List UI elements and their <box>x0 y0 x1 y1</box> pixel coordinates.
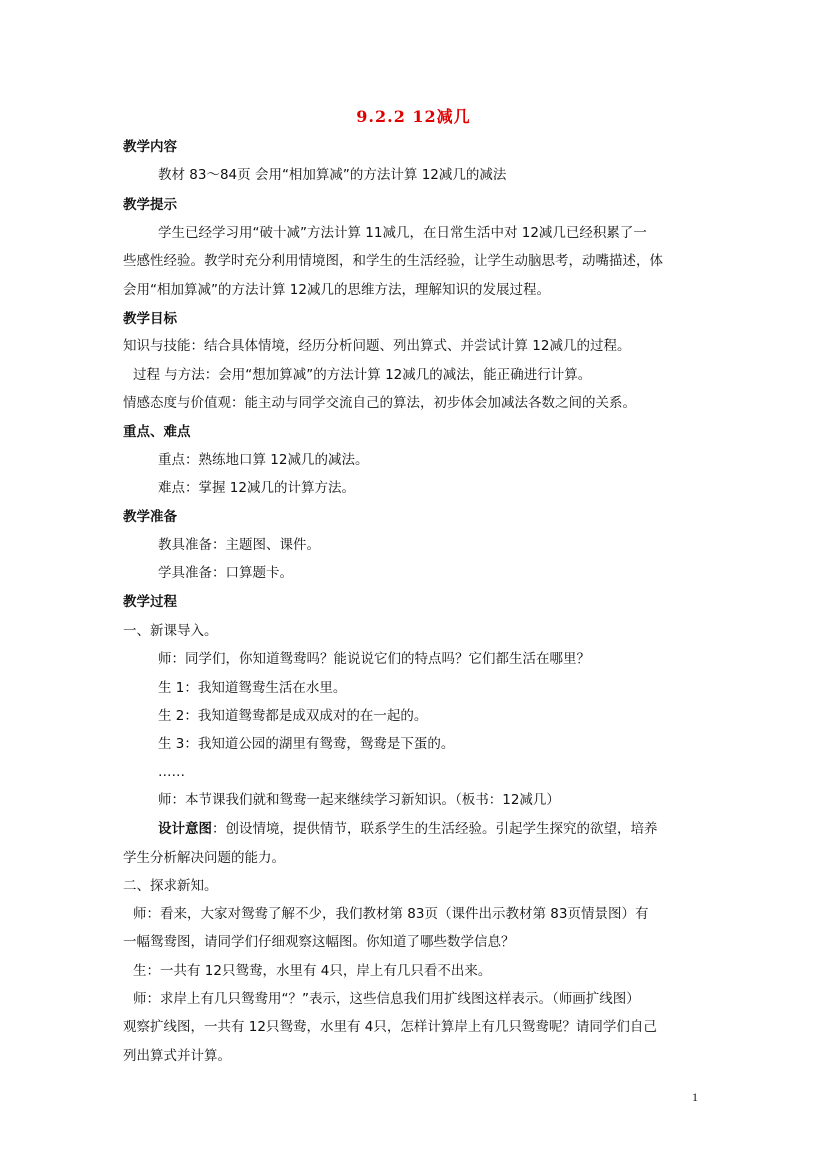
step-1: 一、新课导入。 <box>123 623 218 639</box>
step-2: 二、探求新知。 <box>123 878 218 894</box>
page-number: 1 <box>692 1090 698 1104</box>
tips-line-3: 会用“相加算减”的方法计算 12减几的思维方法，理解知识的发展过程。 <box>123 282 550 298</box>
keypoint: 重点：熟练地口算 12减几的减法。 <box>158 452 369 468</box>
heading-process: 教学过程 <box>123 594 177 610</box>
heading-keypoints: 重点、难点 <box>123 424 191 440</box>
page-title: 9.2.2 12减几 <box>356 107 471 126</box>
design-intent-line-1 <box>158 820 658 838</box>
ellipsis: …… <box>158 764 185 780</box>
student-line-1: 生 1：我知道鸳鸯生活在水里。 <box>158 680 347 696</box>
teacher-line-3a: 师：看来，大家对鸳鸯了解不少，我们教材第 83页（课件出示教材第 83页情景图）有 <box>133 906 649 922</box>
goal-2: 过程 与方法：会用“想加算减”的方法计算 12减几的减法，能正确进行计算。 <box>133 367 592 383</box>
teacher-line-1: 师：同学们，你知道鸳鸯吗？能说说它们的特点吗？它们都生活在哪里？ <box>158 651 590 667</box>
teacher-line-4b: 观察扩线图，一共有 12只鸳鸯，水里有 4只，怎样计算岸上有几只鸳鸯呢？请同学们自己 <box>123 1019 657 1035</box>
heading-content: 教学内容 <box>123 139 177 155</box>
tips-line-1: 学生已经学习用“破十减”方法计算 11减几，在日常生活中对 12减几已经积累了一 <box>158 225 647 241</box>
teacher-line-2: 师：本节课我们就和鸳鸯一起来继续学习新知识。（板书：12减几） <box>158 792 560 808</box>
teacher-line-4a: 师：求岸上有几只鸳鸯用“？”表示，这些信息我们用扩线图这样表示。（师画扩线图） <box>133 991 640 1007</box>
teacher-line-4c: 列出算式并计算。 <box>123 1048 231 1064</box>
heading-prep: 教学准备 <box>123 509 177 525</box>
design-intent-label: 设计意图 <box>158 821 212 837</box>
student-line-3: 生 3：我知道公园的湖里有鸳鸯，鸳鸯是下蛋的。 <box>158 736 455 752</box>
difficulty: 难点：掌握 12减几的计算方法。 <box>158 480 355 496</box>
heading-tips: 教学提示 <box>123 197 177 213</box>
student-line-4: 生：一共有 12只鸳鸯，水里有 4只，岸上有几只看不出来。 <box>133 963 492 979</box>
goal-1: 知识与技能：结合具体情境，经历分析问题、列出算式、并尝试计算 12减几的过程。 <box>123 338 631 354</box>
design-intent-text: ：创设情境，提供情节，联系学生的生活经验。引起学生探究的欲望，培养 <box>212 821 658 837</box>
design-intent-line-2: 学生分析解决问题的能力。 <box>123 850 285 866</box>
teacher-line-3b: 一幅鸳鸯图，请同学们仔细观察这幅图。你知道了哪些数学信息？ <box>123 934 515 950</box>
heading-goals: 教学目标 <box>123 311 177 327</box>
teacher-prep: 教具准备：主题图、课件。 <box>158 537 320 553</box>
goal-3: 情感态度与价值观：能主动与同学交流自己的算法，初步体会加减法各数之间的关系。 <box>123 395 636 411</box>
content-text: 教材 83～84页 会用“相加算减”的方法计算 12减几的减法 <box>158 167 507 183</box>
student-prep: 学具准备：口算题卡。 <box>158 565 293 581</box>
student-line-2: 生 2：我知道鸳鸯都是成双成对的在一起的。 <box>158 708 428 724</box>
tips-line-2: 些感性经验。教学时充分利用情境图，和学生的生活经验，让学生动脑思考，动嘴描述，体 <box>123 253 663 269</box>
